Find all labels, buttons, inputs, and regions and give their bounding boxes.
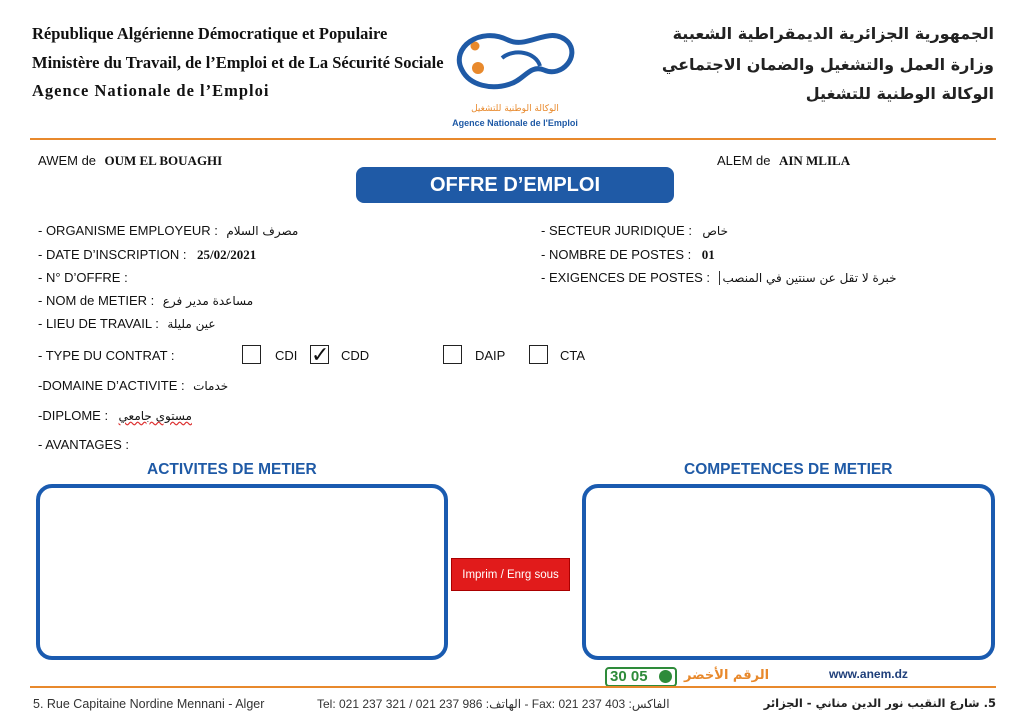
exigences-field[interactable]: خبرة لا تقل عن سنتين في المنصب	[719, 271, 897, 285]
offre-label: - N° D’OFFRE :	[38, 270, 128, 285]
awem-label: AWEM de	[38, 153, 97, 168]
lieu-label: - LIEU DE TRAVAIL :	[38, 316, 159, 331]
metier-row	[38, 292, 253, 310]
phone-icon	[659, 670, 672, 683]
alem-value[interactable]: AIN MLILA	[778, 153, 851, 168]
diplome-field[interactable]: مستوى جامعي	[118, 409, 192, 423]
diplome-row	[38, 407, 192, 425]
offer-title-banner: OFFRE D’EMPLOI	[356, 167, 674, 203]
cdd-label: CDD	[341, 348, 370, 363]
date-label: - DATE D’INSCRIPTION :	[38, 247, 187, 262]
exigences-label: - EXIGENCES DE POSTES :	[541, 270, 711, 285]
anem-logo-icon	[440, 18, 590, 104]
activites-title: ACTIVITES DE METIER	[147, 461, 317, 478]
header-divider	[30, 138, 996, 140]
footer-phones: Tel: 021 237 321 / 021 237 986 :الهاتف - Fax: 021 237 403 :الفاكس	[317, 697, 670, 711]
activites-textarea[interactable]	[36, 484, 448, 660]
lieu-field[interactable]: عين مليلة	[167, 317, 216, 331]
header-ar-line1: الجمهورية الجزائرية الديمقراطية الشعبية	[672, 24, 994, 43]
anem-logo	[440, 18, 590, 136]
print-save-button[interactable]: Imprim / Enrg sous	[451, 558, 570, 591]
lieu-row	[38, 315, 216, 333]
domaine-field[interactable]: خدمات	[193, 379, 229, 393]
cdi-checkbox[interactable]	[242, 345, 261, 364]
green-number-box	[605, 667, 677, 687]
alem-label: ALEM de	[717, 153, 771, 168]
avantages-row	[38, 436, 135, 454]
cta-label: CTA	[560, 348, 586, 363]
header-fr-line3: Agence Nationale de l’Emploi	[32, 81, 270, 100]
organisme-field[interactable]: مصرف السلام	[226, 224, 299, 238]
green-number-label: الرقم الأخضر	[684, 668, 770, 683]
secteur-row	[541, 222, 728, 240]
secteur-field[interactable]: خاص	[702, 224, 729, 238]
logo-fr-text: Agence Nationale de l'Emploi	[452, 118, 578, 128]
alem-row	[717, 152, 850, 170]
header-ar-line2: وزارة العمل والتشغيل والضمان الاجتماعي	[661, 55, 994, 74]
cta-checkbox[interactable]	[529, 345, 548, 364]
check-mark-icon: ✓	[311, 343, 330, 368]
header-fr-line1: République Algérienne Démocratique et Populaire	[32, 24, 388, 43]
awem-row	[38, 152, 222, 170]
cdd-checkbox[interactable]	[310, 343, 330, 368]
date-row	[38, 246, 256, 264]
diplome-label: -DIPLOME :	[38, 408, 109, 423]
cdi-label: CDI	[275, 348, 298, 363]
postes-row	[541, 246, 715, 264]
organisme-label: - ORGANISME EMPLOYEUR :	[38, 223, 218, 238]
footer-address-ar: 5. شارع النقيب نور الدين مناني - الجزائر	[763, 696, 996, 710]
avantages-label: - AVANTAGES :	[38, 437, 130, 452]
postes-label: - NOMBRE DE POSTES :	[541, 247, 692, 262]
green-number: 30 05	[610, 668, 648, 685]
offre-row	[38, 269, 134, 287]
domaine-row	[38, 377, 228, 395]
awem-value[interactable]: OUM EL BOUAGHI	[104, 153, 223, 168]
daip-label: DAIP	[475, 348, 506, 363]
exigences-row	[541, 269, 897, 287]
metier-field[interactable]: مساعدة مدير فرع	[162, 294, 254, 308]
secteur-label: - SECTEUR JURIDIQUE :	[541, 223, 692, 238]
date-field[interactable]: 25/02/2021	[197, 247, 257, 262]
metier-label: - NOM de METIER :	[38, 293, 155, 308]
organisme-row	[38, 222, 298, 240]
contrat-label: - TYPE DU CONTRAT :	[38, 348, 175, 363]
footer-divider	[30, 686, 996, 688]
logo-ar-text: الوكالة الوطنية للتشغيل	[471, 104, 559, 114]
competences-title: COMPETENCES DE METIER	[684, 461, 893, 478]
website-link[interactable]: www.anem.dz	[829, 667, 908, 681]
competences-textarea[interactable]	[582, 484, 995, 660]
domaine-label: -DOMAINE D’ACTIVITE :	[38, 378, 185, 393]
header-fr-line2: Ministère du Travail, de l’Emploi et de La Sécurité Sociale	[32, 53, 444, 72]
footer-address-fr: 5. Rue Capitaine Nordine Mennani - Alger	[33, 697, 265, 711]
daip-checkbox[interactable]	[443, 345, 462, 364]
header-ar-line3: الوكالة الوطنية للتشغيل	[805, 84, 994, 103]
postes-field[interactable]: 01	[701, 247, 715, 262]
